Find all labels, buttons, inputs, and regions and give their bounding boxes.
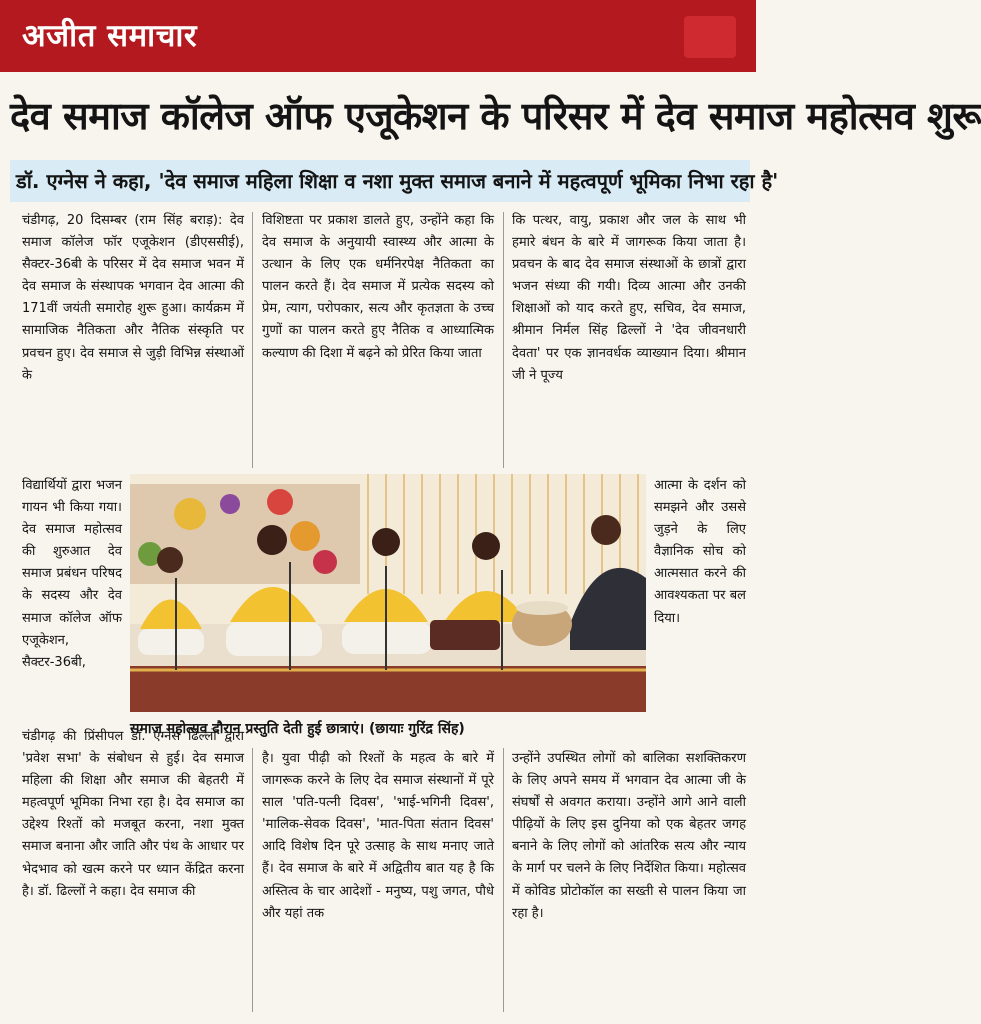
masthead-logo-box — [684, 16, 736, 58]
article-text: विद्यार्थियों द्वारा भजन गायन भी किया गया। देव समाज महोत्सव की शुरुआत देव समाज प्रबंधन परिषद के सदस्य और देव समाज कॉलेज ऑफ एजूकेशन, सैक्टर-36बी, — [22, 478, 122, 670]
article-text: चंडीगढ़, 20 दिसम्बर (राम सिंह बराड़): देव समाज कॉलेज फॉर एजूकेशन (डीएससीई), सैक्टर-36बी के परिसर में देव समाज भवन में देव समाज के संस्थापक भगवान देव आत्मा की 171वीं जयंती समारोह शुरू हुआ। कार्यक्रम में सामाजिक नैतिकता और नैतिक संस्कृति पर प्रवचन हुए। देव समाज से जुड़ी विभिन्न संस्थाओं के — [22, 213, 244, 383]
column-divider — [252, 748, 253, 1012]
column-divider — [503, 748, 504, 1012]
publication-name: अजीत समाचार — [22, 18, 198, 54]
article-column-1-middle — [22, 475, 122, 721]
article-column-3-middle — [654, 475, 746, 721]
article-text: कि पत्थर, वायु, प्रकाश और जल के साथ भी हमारे बंधन के बारे में जागरूक किया जाता है। प्रवचन के बाद देव समाज संस्थाओं के छात्रों द्वारा भजन संध्या की गयी। दिव्य आत्मा और उनकी शिक्षाओं को याद करते हुए, सचिव, देव समाज, श्रीमान निर्मल सिंह ढिल्लों ने 'देव जीवनधारी देवता' पर एक ज्ञानवर्धक व्याख्यान दिया। श्रीमान जी ने पूज्य — [512, 213, 746, 383]
headline: देव समाज कॉलेज ऑफ एजूकेशन के परिसर में देव समाज महोत्सव शुरू — [10, 94, 981, 138]
article-column-1-bottom — [22, 726, 244, 1014]
column-divider — [503, 212, 504, 468]
article-text: उन्होंने उपस्थित लोगों को बालिका सशक्तिकरण के लिए अपने समय में भगवान देव आत्मा जी के संघर्षों से अवगत कराया। उन्होंने आगे आने वाली पीढ़ियों के लिए इस दुनिया को एक बेहतर जगह बनाने के लिए लोगों को आंतरिक सत्य और न्याय के मार्ग पर चलने के लिए निर्देशित किया। महोत्सव में कोविड प्रोटोकॉल का सख्ती से पालन किया जा रहा है। — [512, 751, 746, 921]
article-column-2-bottom — [262, 748, 494, 1014]
masthead — [0, 0, 756, 72]
article-text: विशिष्टता पर प्रकाश डालते हुए, उन्होंने कहा कि देव समाज के अनुयायी स्वास्थ्य और आत्मा के उत्थान के लिए एक धर्मनिरपेक्ष नैतिकता का पालन करते हैं। देव समाज में प्रत्येक सदस्य को प्रेम, त्याग, परोपकार, सत्य और कृतज्ञता के उच्च गुणों का पालन करते हुए नैतिक व आध्यात्मिक कल्याण की दिशा में बढ़ने को प्रेरित किया जाता — [262, 213, 494, 361]
article-text: आत्मा के दर्शन को समझने और उससे जुड़ने के लिए वैज्ञानिक सोच को आत्मसात करने की आवश्यकता पर बल दिया। — [654, 478, 746, 626]
news-photo-illustration — [130, 474, 646, 712]
article-column-3-bottom — [512, 748, 746, 1014]
news-photo — [130, 474, 646, 712]
article-text: चंडीगढ़ की प्रिंसीपल डॉ. एग्नेस ढिल्लों द्वारा 'प्रवेश सभा' के संबोधन से हुई। देव समाज महिला की शिक्षा और समाज की बेहतरी में महत्वपूर्ण भूमिका निभा रहा है। देव समाज का उद्देश्य रिश्तों को मजबूत करना, नशा मुक्त समाज बनाना और जाति और पंथ के आधार पर भेदभाव को खत्म करने पर ध्यान केंद्रित करना है। डॉ. ढिल्लों ने कहा। देव समाज की — [22, 729, 244, 899]
subheadline: डॉ. एग्नेस ने कहा, 'देव समाज महिला शिक्षा व नशा मुक्त समाज बनाने में महत्वपूर्ण भूमिका निभा रहा है' — [10, 160, 750, 202]
article-column-1-top — [22, 210, 244, 468]
photo-caption: समाज महोत्सव दौरान प्रस्तुति देती हुई छात्राएं। (छायाः गुरिंद्र सिंह) — [130, 721, 465, 737]
article-column-3-top — [512, 210, 746, 468]
article-column-2-top — [262, 210, 494, 468]
column-divider — [252, 212, 253, 468]
article-text: है। युवा पीढ़ी को रिश्तों के महत्व के बारे में जागरूक करने के लिए देव समाज संस्थानों में पूरे साल 'पति-पत्नी दिवस', 'भाई-भगिनी दिवस', 'मालिक-सेवक दिवस', 'मात-पिता संतान दिवस' आदि विशेष दिन पूरे उत्साह के साथ मनाए जाते हैं। देव समाज के बारे में अद्वितीय बात यह है कि अस्तित्व के चार आदेशों - मनुष्य, पशु जगत, पौधे और यहां तक — [262, 751, 494, 921]
